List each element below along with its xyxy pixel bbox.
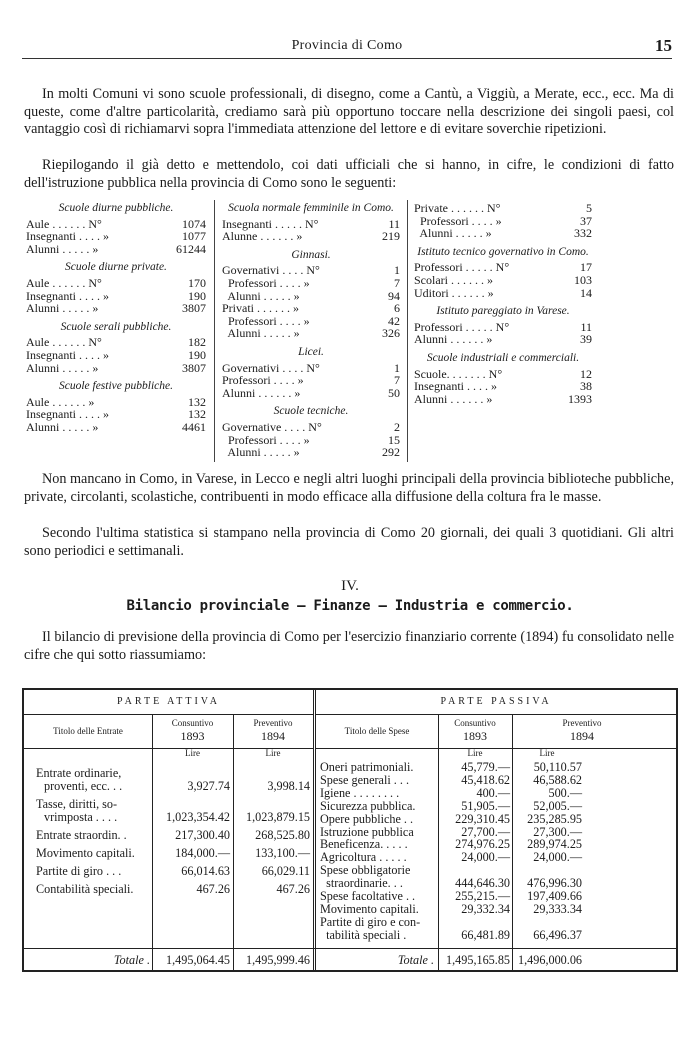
spesa-preventivo: 476,996.30 [527, 876, 582, 891]
parte-passiva-title: PARTE PASSIVA [316, 690, 676, 715]
stats-value: 17 [580, 260, 592, 275]
stats-value: 219 [382, 229, 400, 244]
stats-label: Alunni . . . . . . » [222, 385, 301, 400]
stats-row [222, 277, 400, 290]
stats-row [26, 349, 206, 362]
passiva-subheader [316, 714, 676, 749]
spesa-consuntivo: 24,000.— [461, 850, 510, 865]
stats-value: 94 [388, 288, 400, 303]
stats-value: 37 [580, 213, 592, 228]
entrata-label: Entrate ordinarie, [36, 766, 122, 780]
stats-label: Insegnanti . . . . » [414, 379, 497, 394]
spesa-consuntivo: 66,481.89 [461, 927, 510, 942]
paragraph-text: Secondo l'ultima statistica si stampano nella provincia di Como 20 giornali, dei quali 3 quotidiani. Gli altri sono periodici e settimanali. [24, 525, 674, 559]
stats-row [222, 230, 400, 243]
spesa-label: Beneficenza. . . . . [320, 837, 408, 852]
stats-value: 11 [388, 216, 400, 231]
entrata-label: Contabilità speciali. [36, 882, 134, 896]
entrata-preventivo: 3,998.14 [267, 779, 310, 793]
stats-label: Alunni . . . . . . » [414, 391, 493, 406]
stats-label: Alunni . . . . . » [222, 445, 300, 460]
entrata-preventivo: 1,023,879.15 [246, 810, 310, 824]
lire-label: Lire [467, 748, 483, 758]
stats-label: Insegnanti . . . . » [26, 288, 109, 303]
paragraph-budget-intro [24, 629, 674, 664]
attiva-subheader [24, 714, 313, 749]
stats-label: Professori . . . . » [222, 275, 310, 290]
spesa-label: Istruzione pubblica [320, 824, 414, 839]
stats-label: Alunni . . . . . » [26, 360, 99, 375]
spesa-label: Igiene . . . . . . . . [320, 785, 400, 800]
stats-row [26, 362, 206, 375]
entrata-label-cont: vrimposta . . . . [44, 810, 118, 824]
spesa-preventivo: 29,333.34 [533, 901, 582, 916]
stats-value: 15 [388, 432, 400, 447]
preventivo-header: Preventivo [253, 718, 293, 728]
spesa-preventivo: 46,588.62 [533, 772, 582, 787]
stats-row [26, 230, 206, 243]
stats-value: 50 [388, 385, 400, 400]
spesa-preventivo: 66,496.37 [533, 927, 582, 942]
stats-row [414, 227, 592, 240]
stats-row [26, 277, 206, 290]
stats-section-heading: Scuola normale femminile in Como. [228, 202, 394, 214]
preventivo-header: Preventivo [562, 718, 602, 728]
spesa-consuntivo: 444,646.30 [455, 876, 510, 891]
stats-label: Alunni . . . . . » [26, 301, 99, 316]
stats-section-heading: Scuole industriali e commerciali. [426, 351, 580, 364]
spesa-label: Spese generali . . . [320, 772, 410, 787]
stats-value: 332 [574, 226, 592, 241]
stats-label: Alunni . . . . . » [26, 419, 99, 434]
year-1893: 1893 [180, 729, 205, 743]
stats-label: Alunni . . . . . » [414, 226, 492, 241]
stats-label: Private . . . . . . N° [414, 201, 501, 215]
stats-label: Alunni . . . . . . » [414, 332, 493, 347]
stats-value: 6 [394, 301, 400, 316]
stats-label: Scolari . . . . . . » [414, 272, 493, 287]
total-label-passiva: Totale . [397, 953, 434, 967]
spesa-consuntivo: 51,905.— [461, 798, 510, 813]
stats-row [26, 243, 206, 256]
lire-label: Lire [539, 748, 555, 758]
stats-row [414, 287, 592, 300]
stats-section-heading: Istituto pareggiato in Varese. [436, 305, 570, 318]
spesa-preventivo: 500.— [548, 785, 582, 800]
stats-value: 1 [394, 360, 400, 375]
page-number: 15 [655, 36, 672, 55]
running-header [22, 36, 672, 59]
paragraph-summary [24, 157, 674, 192]
stats-label: Privati . . . . . . » [222, 301, 299, 316]
spesa-consuntivo: 229,310.45 [455, 811, 510, 826]
entrata-label: Entrate straordin. . [36, 828, 127, 842]
stats-section-heading: Licei. [298, 345, 324, 358]
spesa-label: Movimento capitali. [320, 901, 419, 916]
total-passiva-consuntivo: 1,495,165.85 [446, 953, 510, 967]
spesa-preventivo: 50,110.57 [533, 760, 582, 774]
year-1894: 1894 [261, 729, 285, 743]
entrata-preventivo: 467.26 [276, 882, 310, 896]
entrata-consuntivo: 217,300.40 [175, 828, 230, 842]
stats-row [26, 421, 206, 434]
stats-value: 190 [188, 288, 206, 303]
stats-label: Professori . . . . » [222, 313, 310, 328]
stats-row [414, 393, 592, 406]
paragraph-newspapers [24, 525, 674, 560]
stats-label: Insegnanti . . . . » [26, 407, 109, 422]
stats-value: 11 [580, 319, 592, 334]
spesa-consuntivo: 29,332.34 [461, 901, 510, 916]
spesa-preventivo: 197,409.66 [527, 889, 582, 903]
stats-value: 1393 [568, 391, 592, 406]
consuntivo-header: Consuntivo [454, 718, 496, 728]
paragraph-text: Riepilogando il già detto e mettendolo, coi dati ufficiali che si hanno, in cifre, le condizioni di fatto dell'istruzione pubblica nella provincia di Como sono le seguenti: [24, 157, 674, 191]
budget-table [22, 688, 678, 972]
column-divider [407, 200, 408, 462]
stats-label: Aule . . . . . . » [26, 394, 95, 409]
stats-value: 7 [394, 275, 400, 290]
spesa-preventivo: 289,974.25 [527, 837, 582, 852]
stats-value: 42 [388, 313, 400, 328]
stats-row [222, 302, 400, 315]
stats-label: Professori . . . . » [414, 213, 502, 228]
spesa-consuntivo: 255,215.— [455, 889, 510, 903]
lire-label: Lire [265, 748, 281, 758]
stats-label: Governativi . . . . N° [222, 263, 320, 278]
stats-value: 326 [382, 326, 400, 341]
stats-label: Professori . . . . » [222, 432, 310, 447]
stats-value: 132 [188, 407, 206, 422]
stats-value: 39 [580, 332, 592, 347]
stats-value: 1077 [182, 229, 206, 244]
entrata-consuntivo: 3,927.74 [187, 779, 230, 793]
stats-value: 12 [580, 366, 592, 381]
stats-label: Uditori . . . . . . » [414, 285, 494, 300]
stats-value: 14 [580, 285, 592, 300]
paragraph-libraries [24, 471, 674, 506]
spesa-consuntivo: 400.— [476, 785, 510, 800]
stats-label: Aule . . . . . . N° [26, 216, 102, 231]
stats-column-3 [414, 202, 592, 405]
stats-section-heading: Scuole tecniche. [273, 405, 349, 418]
consuntivo-header: Consuntivo [171, 718, 214, 728]
spesa-label: straordinarie. . . [320, 876, 403, 891]
entrata-label: Movimento capitali. [36, 846, 135, 860]
stats-label: Alunni . . . . . » [222, 288, 300, 303]
stats-row [222, 327, 400, 340]
spesa-label: Oneri patrimoniali. [320, 760, 414, 774]
entrata-preventivo: 66,029.11 [261, 864, 310, 878]
stats-value: 103 [574, 272, 592, 287]
paragraph-schools [24, 86, 674, 139]
stats-value: 190 [188, 347, 206, 362]
stats-value: 2 [394, 419, 400, 434]
stats-label: Professori . . . . . N° [414, 260, 510, 275]
stats-section-heading: Scuole diurne pubbliche. [58, 202, 174, 214]
spesa-preventivo: 27,300.— [533, 824, 582, 839]
stats-row [414, 202, 592, 215]
stats-row [222, 374, 400, 387]
stats-label: Professori . . . . » [222, 373, 304, 388]
paragraph-text: Non mancano in Como, in Varese, in Lecco e negli altri luoghi principali della provincia biblioteche pubbliche, private, circolanti, scolastiche, contribuenti in modo efficace alla diffusione della coltura fra le masse. [24, 471, 674, 505]
stats-value: 170 [188, 275, 206, 290]
stats-value: 3807 [182, 360, 206, 375]
spesa-consuntivo: 45,418.62 [461, 772, 510, 787]
spesa-preventivo: 52,005.— [533, 798, 582, 813]
stats-row [222, 446, 400, 459]
spesa-consuntivo: 27,700.— [461, 824, 510, 839]
year-1894: 1894 [570, 729, 594, 743]
total-row [24, 948, 676, 973]
entrata-label: Tasse, diritti, so- [36, 797, 118, 811]
stats-value: 38 [580, 379, 592, 394]
total-passiva-preventivo: 1,496,000.06 [518, 953, 582, 967]
stats-section-heading: Scuole diurne private. [65, 261, 167, 274]
stats-section-heading: Istituto tecnico governativo in Como. [417, 245, 589, 258]
stats-section-heading: Scuole serali pubbliche. [60, 320, 172, 333]
stats-label: Aule . . . . . . N° [26, 275, 102, 290]
spesa-label: Agricoltura . . . . . [320, 850, 407, 865]
spesa-consuntivo: 45,779.— [461, 760, 510, 774]
stats-row [414, 333, 592, 346]
entrata-consuntivo: 184,000.— [175, 846, 230, 860]
stats-value: 3807 [182, 301, 206, 316]
stats-label: Alunni . . . . . » [26, 241, 99, 256]
spesa-preventivo: 235,285.95 [527, 811, 582, 826]
stats-row [26, 302, 206, 315]
stats-value: 132 [188, 394, 206, 409]
entrata-consuntivo: 1,023,354.42 [166, 810, 230, 824]
spesa-preventivo: 24,000.— [533, 850, 582, 865]
column-divider [214, 200, 215, 462]
stats-section-heading: Ginnasi. [291, 248, 331, 261]
stats-label: Aule . . . . . . N° [26, 335, 102, 350]
entrata-label: Partite di giro . . . [36, 864, 122, 878]
stats-section-heading: Scuole festive pubbliche. [58, 380, 173, 393]
stats-label: Insegnanti . . . . . N° [222, 216, 319, 231]
stats-column-1 [26, 202, 206, 434]
stats-row [414, 274, 592, 287]
stats-value: 292 [382, 445, 400, 460]
chapter-subheading: Bilancio provinciale — Finanze — Industria e commercio. [126, 598, 574, 614]
spesa-label: Spese facoltative . . [320, 889, 416, 903]
spese-header: Titolo delle Spese [344, 726, 410, 736]
spesa-consuntivo: 274,976.25 [455, 837, 510, 852]
stats-column-2 [222, 202, 400, 459]
entrata-consuntivo: 467.26 [196, 882, 230, 896]
stats-row [222, 387, 400, 400]
stats-label: Insegnanti . . . . » [26, 229, 109, 244]
entrata-consuntivo: 66,014.63 [181, 864, 230, 878]
entrate-header: Titolo delle Entrate [53, 726, 123, 736]
stats-label: Scuole. . . . . . . N° [414, 366, 503, 381]
total-attiva-consuntivo: 1,495,064.45 [166, 953, 230, 967]
spesa-label: Sicurezza pubblica. [320, 798, 416, 813]
entrata-preventivo: 133,100.— [255, 846, 310, 860]
stats-label: Alunni . . . . . » [222, 326, 300, 341]
stats-label: Governative . . . . N° [222, 419, 322, 434]
stats-value: 1074 [182, 216, 206, 231]
stats-value: 182 [188, 335, 206, 350]
paragraph-text: Il bilancio di previsione della provincia di Como per l'esercizio finanziario corrente (1894) fu consolidato nelle cifre che qui sotto riassumiamo: [24, 629, 674, 663]
lire-label: Lire [185, 748, 200, 758]
stats-value: 4461 [182, 419, 206, 434]
total-attiva-preventivo: 1,495,999.46 [246, 953, 310, 967]
stats-label: Alunne . . . . . . » [222, 229, 303, 244]
spesa-label: Spese obbligatorie [320, 863, 411, 878]
stats-label: Insegnanti . . . . » [26, 347, 109, 362]
stats-value: 61244 [176, 241, 206, 256]
stats-row [414, 380, 592, 393]
stats-value: 7 [394, 373, 400, 388]
stats-label: Professori . . . . . N° [414, 319, 510, 334]
stats-row [222, 421, 400, 434]
entrata-label-cont: proventi, ecc. . . [44, 779, 123, 793]
year-1893: 1893 [463, 729, 487, 743]
stats-value: 5 [586, 201, 592, 215]
spesa-label: Partite di giro e con- [320, 914, 421, 929]
spesa-label: tabilità speciali . [320, 927, 407, 942]
chapter-number: IV. [341, 578, 359, 594]
entrata-preventivo: 268,525.80 [255, 828, 310, 842]
total-label-attiva: Totale . [113, 953, 150, 967]
header-title: Provincia di Como [291, 38, 403, 53]
stats-value: 1 [394, 263, 400, 278]
paragraph-text: In molti Comuni vi sono scuole professionali, di disegno, come a Cantù, a Viggiù, a Merate, ecc., ecc. Ma di queste, come d'altre particolarità, crediamo sarà più opportuno toccare nella descrizione dei singoli paesi, col vantaggio così di richiamarvi sopra l'immediata attenzione del lettore e di evitare soverchie ripetizioni. [24, 86, 674, 138]
parte-attiva-title: PARTE ATTIVA [24, 690, 313, 715]
spesa-label: Opere pubbliche . . [320, 811, 414, 826]
stats-label: Governativi . . . . N° [222, 360, 320, 375]
